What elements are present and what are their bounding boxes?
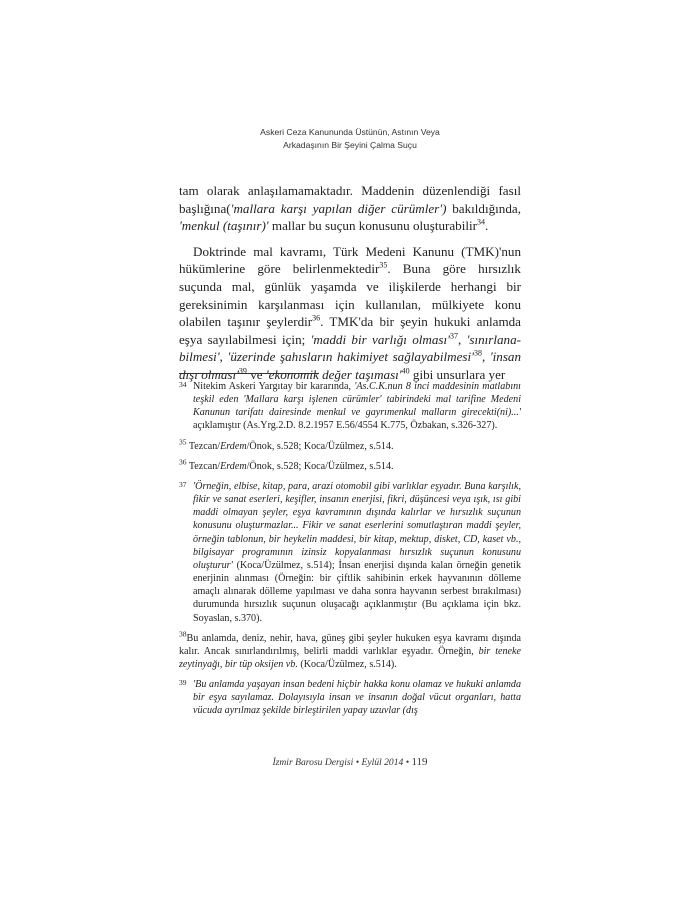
journal-name: İzmir Barosu Dergisi <box>272 757 354 768</box>
issue-date: Eylül 2014 <box>361 757 404 768</box>
italic-run: 'As.C.K.nun 8 inci maddesinin matlabını teşkil eden 'Mallara karşı işlenen cürümler' tabirindeki mal tarifine Medeni Kanunun tarifatı dairesinde menkul ve gayrımenkul malların girecekti(ni)...' <box>193 381 521 419</box>
italic-run: 'Bu anlamda yaşayan insan bedeni hiçbir hakka konu olamaz ve hukuki anlamda bir eşya sayılamaz. Dolayısıyla insan ve insanın doğal vücut organları, hatta vücuda ayrılmaz şekilde birleştirilen yapay uzuvlar (dış <box>193 679 521 717</box>
footnotes-section <box>179 380 521 725</box>
footnote-number: 36 <box>179 457 187 467</box>
italic-run: Erdem <box>220 460 247 472</box>
italic-run: 'ekonomik değer taşıması' <box>265 366 402 382</box>
footnote-ref-37[interactable]: 37 <box>449 331 458 341</box>
footnote-37 <box>179 480 521 625</box>
header-line-2: Arkadaşının Bir Şeyini Çalma Suçu <box>283 140 417 150</box>
text-run: bakıldığında, <box>446 200 521 216</box>
footnote-number: 38 <box>179 629 187 639</box>
text-run: gibi unsurlara yer <box>409 366 506 382</box>
header-line-1: Askeri Ceza Kanununda Üstünün, Astının Veya <box>260 127 440 137</box>
text-run: , <box>219 349 228 365</box>
text-run: Tezcan/ <box>186 440 221 452</box>
footnote-number: 39 <box>179 678 187 688</box>
text-run: , <box>457 331 467 347</box>
footnote-ref-34[interactable]: 34 <box>477 217 485 227</box>
footnote-ref-40[interactable]: 40 <box>401 366 410 376</box>
text-run: , <box>481 349 490 365</box>
running-header <box>175 126 525 152</box>
footnote-ref-38[interactable]: 38 <box>473 348 482 358</box>
italic-run: bir teneke zeytinyağı, bir tüp oksijen vb. <box>179 645 521 670</box>
paragraph-1 <box>179 182 521 235</box>
footnote-separator <box>179 373 319 374</box>
footer-separator: • <box>353 757 362 768</box>
text-run: /Önok, s.528; Koca/Üzülmez, s.514. <box>246 440 394 452</box>
text-run: tam olarak anlaşılamamaktadır. Maddenin düzenlendiği fasıl başlığına( <box>179 183 521 216</box>
text-run: (Koca/Üzülmez, s.514). <box>297 658 397 670</box>
footnote-ref-39[interactable]: 39 <box>238 366 247 376</box>
footnote-number: 35 <box>179 437 187 447</box>
text-run: Tezcan/ <box>186 460 221 472</box>
text-run: (Koca/Üzülmez, s.514); İnsan enerjisi dışında kalan örneğin genetik enerjinin alınması (Örneğin: bir çiftlik sahibinin erkek hayvanının dölleme amaçlı alınarak dölleme yapılması ve daha sonra hayvanın serbest bırakılması) durumunda hırsızlık suçunun oluşacağı açıklanmıştır (Bu açıklama için bkz. Soyaslan, s.370). <box>193 559 521 624</box>
text-run: Nitekim Askeri Yargıtay bir kararında, <box>193 381 355 392</box>
italic-run: 'sınırlana-bilmesi' <box>179 331 522 365</box>
italic-run: 'Örneğin, elbise, kitap, para, arazi otomobil gibi varlıklar eşyadır. Buna karşılık, fikir ve sanat eserleri, keşifler, insanın enerjisi, fikri, düşüncesi veya ışık, ısı gibi maddi olmayan şeyler, eşya kavramının dışında kalırlar ve hırsızlık suçunun konusunu oluşturmazlar... Fikir ve sanat eserlerini somutlaştıran maddi şeyler, örneğin tablonun, bir heykelin maddesi, bir kitap, mektup, disket, CD, kaset vb., bilgisayar programının izinsiz kopyalanması hırsızlık suçunun konusunu oluşturur' <box>193 480 521 571</box>
italic-run: 'insan dışı olması' <box>179 349 522 382</box>
text-run: . Buna göre hırsızlık suçunda mal, günlük yaşamda ve ilişkilerde herhangi bir gereksinimin karşılanması için kullanılan, mülkiyete konu olabilen taşınır şeylerdir <box>179 261 521 330</box>
text-run: . TMK'da bir şeyin hukuki anlamda eşya sayılabilmesi için; <box>179 314 521 347</box>
text-run: Doktrinde mal kavramı, Türk Medeni Kanunu (TMK)'nun hükümlerine göre belirlenmektedir <box>179 243 521 277</box>
footnote-ref-36[interactable]: 36 <box>312 313 321 323</box>
text-run: /Önok, s.528; Koca/Üzülmez, s.514. <box>246 460 394 472</box>
italic-run: Erdem <box>220 440 247 452</box>
text-run: Bu anlamda, deniz, nehir, hava, güneş gibi şeyler hukuken eşya kavramı dışında kalır. Ancak sınırlandırılmış, belirli maddi varlıklar eşyadır. Örneğin, <box>179 632 521 657</box>
text-run: . <box>485 218 489 234</box>
footer-separator: • <box>403 757 412 768</box>
page-footer <box>175 756 525 768</box>
text-run: ve <box>246 366 266 382</box>
footnote-number: 34 <box>179 380 187 389</box>
paragraph-2 <box>179 243 521 384</box>
italic-run: 'maddi bir varlığı olması' <box>310 331 450 347</box>
footnote-ref-35[interactable]: 35 <box>379 261 388 271</box>
italic-run: 'mallara karşı yapılan diğer cürümler') <box>230 200 447 216</box>
text-run: mallar bu suçun konusunu oluşturabilir <box>268 218 477 234</box>
page-number: 119 <box>411 756 428 768</box>
footnote-35 <box>179 437 521 453</box>
footnote-number: 37 <box>179 479 187 489</box>
italic-run: 'menkul (taşınır)' <box>179 218 269 234</box>
text-run: açıklamıştır (As.Yrg.2.D. 8.2.1957 E.56/4554 K.775, Özbakan, s.326-327). <box>193 420 498 432</box>
footnote-38 <box>179 629 521 671</box>
footnote-36 <box>179 457 521 473</box>
footnote-34 <box>179 380 521 433</box>
italic-run: 'üzerinde şahısların hakimiyet sağlayabilmesi' <box>227 349 474 365</box>
footnote-39 <box>179 678 521 717</box>
main-text <box>179 182 521 384</box>
